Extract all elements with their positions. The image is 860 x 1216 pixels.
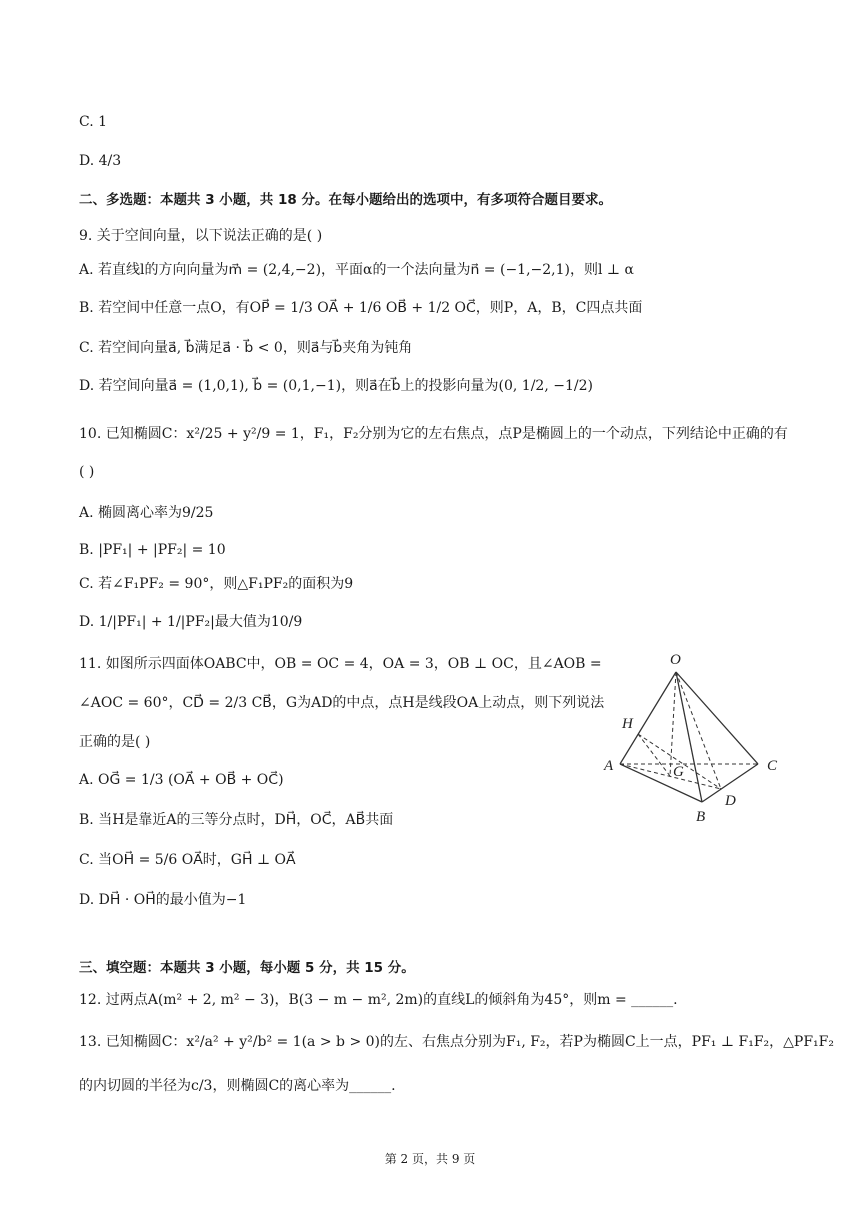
question-11-stem-line2: ∠AOC = 60°，CD⃗ = 2/3 CB⃗，G为AD的中点，点H是线段OA上动点，则下列说法 <box>79 695 605 711</box>
question-11-stem-line3: 正确的是( ) <box>79 734 151 750</box>
question-9-stem: 9. 关于空间向量，以下说法正确的是( ) <box>79 228 323 244</box>
question-9-option-d: D. 若空间向量a⃗ = (1,0,1), b⃗ = (0,1,−1)，则a⃗在b⃗上的投影向量为(0, 1/2, −1/2) <box>79 378 593 394</box>
question-10-option-c: C. 若∠F₁PF₂ = 90°，则△F₁PF₂的面积为9 <box>79 576 354 592</box>
question-10-option-b: B. |PF₁| + |PF₂| = 10 <box>79 542 226 558</box>
option-c-q8: C. 1 <box>79 114 108 130</box>
question-11-option-c: C. 当OH⃗ = 5/6 OA⃗时，GH⃗ ⊥ OA⃗ <box>79 852 296 868</box>
question-10-stem: 10. 已知椭圆C：x²/25 + y²/9 = 1，F₁，F₂分别为它的左右焦点，点P是椭圆上的一个动点，下列结论中正确的有 <box>79 426 788 442</box>
question-13-line2: 的内切圆的半径为c/3，则椭圆C的离心率为______. <box>79 1078 396 1094</box>
figure-label-o: O <box>670 652 681 668</box>
section-multiple-choice-heading: 二、多选题：本题共 3 小题，共 18 分。在每小题给出的选项中，有多项符合题目要求。 <box>79 192 612 208</box>
question-11-option-a: A. OG⃗ = 1/3 (OA⃗ + OB⃗ + OC⃗) <box>79 772 284 788</box>
section-fill-blank-heading: 三、填空题：本题共 3 小题，每小题 5 分，共 15 分。 <box>79 960 415 976</box>
question-10-blank: ( ) <box>79 464 95 480</box>
question-12: 12. 过两点A(m² + 2, m² − 3)，B(3 − m − m², 2m)的直线L的倾斜角为45°，则m = ______. <box>79 992 678 1008</box>
question-9-option-b: B. 若空间中任意一点O，有OP⃗ = 1/3 OA⃗ + 1/6 OB⃗ + 1/2 OC⃗，则P，A，B，C四点共面 <box>79 300 643 316</box>
question-10-option-d: D. 1/|PF₁| + 1/|PF₂|最大值为10/9 <box>79 614 303 630</box>
question-9-option-a: A. 若直线l的方向向量为m⃗ = (2,4,−2)，平面α的一个法向量为n⃗ = (−1,−2,1)，则l ⊥ α <box>79 262 634 278</box>
figure-label-g: G <box>673 764 684 780</box>
figure-label-d: D <box>725 793 736 809</box>
figure-label-b: B <box>696 809 706 825</box>
figure-label-c: C <box>767 758 778 774</box>
question-11-stem-line1: 11. 如图所示四面体OABC中，OB = OC = 4，OA = 3，OB ⊥ OC，且∠AOB = <box>79 656 602 672</box>
option-d-q8: D. 4/3 <box>79 153 122 169</box>
question-13-line1: 13. 已知椭圆C：x²/a² + y²/b² = 1(a > b > 0)的左、右焦点分别为F₁, F₂，若P为椭圆C上一点，PF₁ ⊥ F₁F₂，△PF₁F₂ <box>79 1034 834 1050</box>
page-footer: 第 2 页，共 9 页 <box>384 1152 476 1166</box>
tetrahedron-figure <box>598 646 788 826</box>
question-9-option-c: C. 若空间向量a⃗, b⃗满足a⃗ · b⃗ < 0，则a⃗与b⃗夹角为钝角 <box>79 340 413 356</box>
question-11-option-d: D. DH⃗ · OH⃗的最小值为−1 <box>79 892 247 908</box>
question-10-option-a: A. 椭圆离心率为9/25 <box>79 505 214 521</box>
figure-label-a: A <box>604 758 614 774</box>
question-11-option-b: B. 当H是靠近A的三等分点时，DH⃗，OC⃗，AB⃗共面 <box>79 812 394 828</box>
figure-label-h: H <box>622 716 633 732</box>
